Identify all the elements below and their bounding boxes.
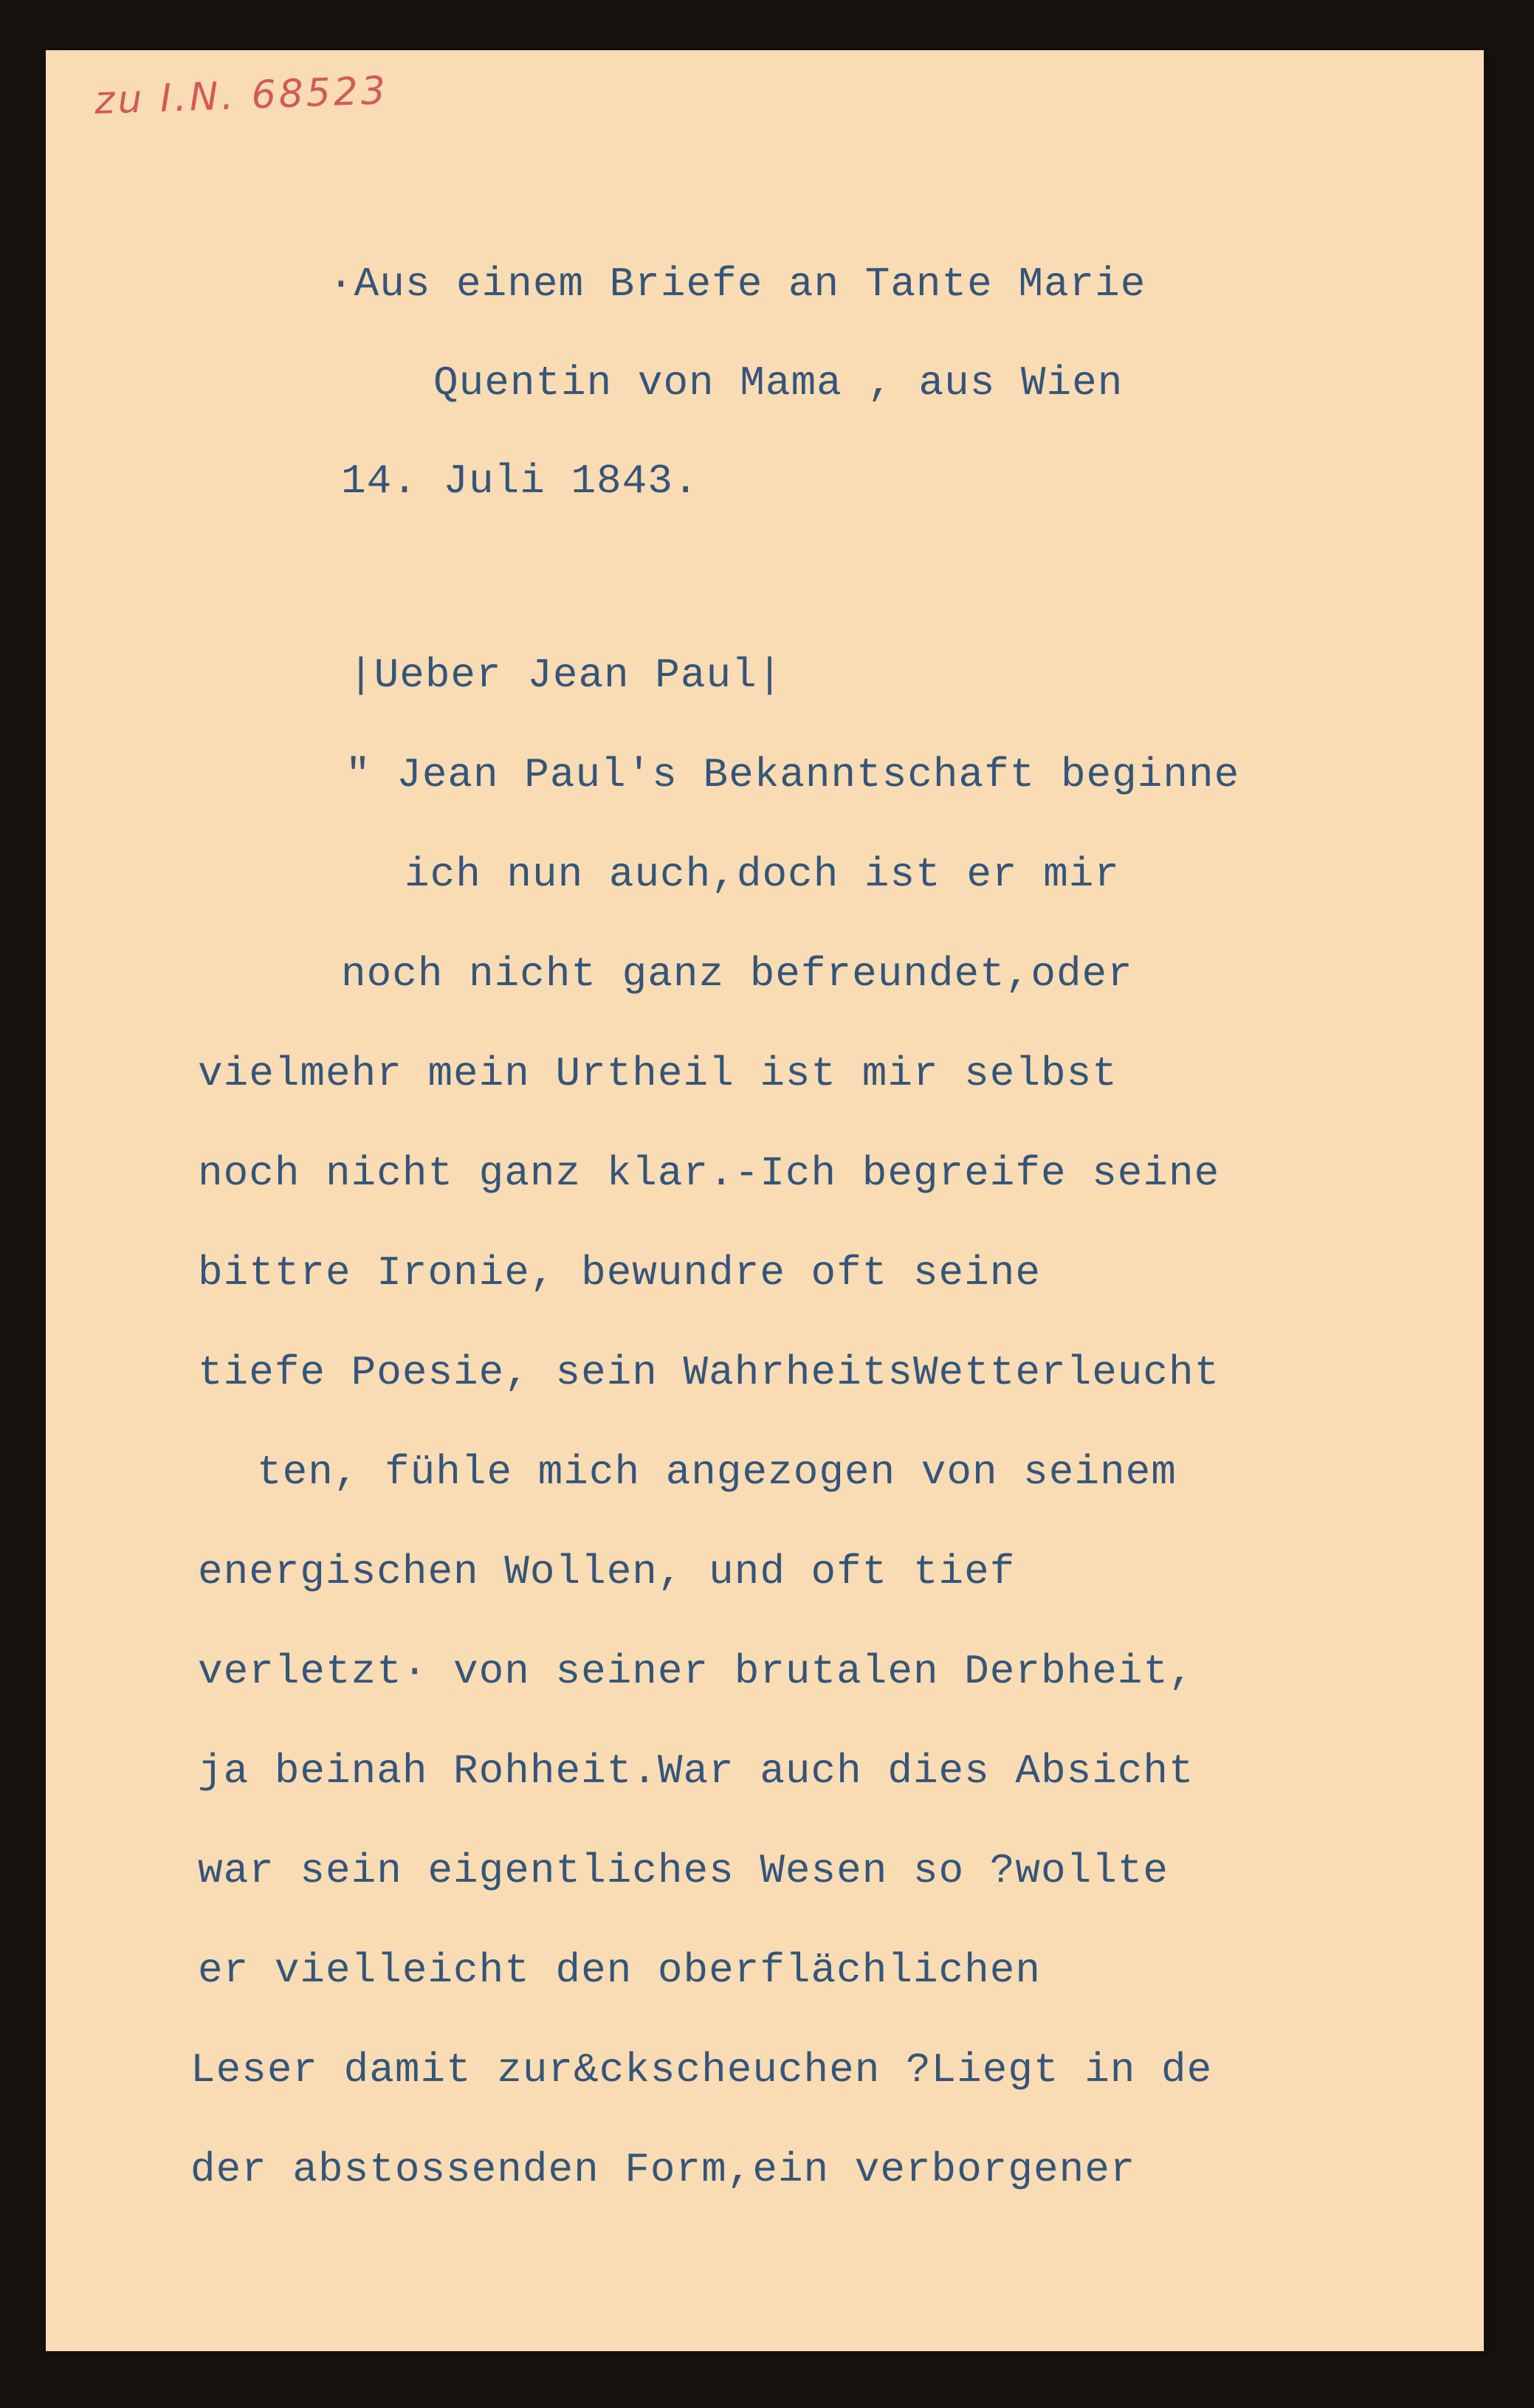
body-line: tiefe Poesie, sein WahrheitsWetterleucht — [198, 1349, 1220, 1396]
body-line: energischen Wollen, und oft tief — [198, 1548, 1016, 1595]
archive-reference-note: zu I.N. 68523 — [94, 69, 389, 123]
body-line: ten, fühle mich angezogen von seinem — [257, 1449, 1177, 1496]
body-line: war sein eigentliches Wesen so ?wollte — [198, 1847, 1169, 1894]
body-line: bittre Ironie, bewundre oft seine — [198, 1249, 1041, 1297]
body-line: ich nun auch,doch ist er mir — [405, 851, 1120, 898]
body-line: verletzt· von seiner brutalen Derbheit, — [198, 1648, 1194, 1695]
body-line: " Jean Paul's Bekanntschaft beginne — [345, 751, 1240, 798]
body-line: er vielleicht den oberflächlichen — [198, 1947, 1041, 1994]
body-line: noch nicht ganz befreundet,oder — [341, 951, 1133, 998]
heading-line-3: 14. Juli 1843. — [341, 458, 699, 505]
body-line: Leser damit zur&ckscheuchen ?Liegt in de — [190, 2046, 1213, 2094]
heading-line-1: ·Aus einem Briefe an Tante Marie — [329, 261, 1146, 308]
body-line: der abstossenden Form,ein verborgener — [190, 2146, 1136, 2193]
section-title: |Ueber Jean Paul| — [348, 652, 783, 699]
body-line: vielmehr mein Urtheil ist mir selbst — [198, 1050, 1118, 1097]
body-line: ja beinah Rohheit.War auch dies Absicht — [198, 1748, 1194, 1795]
body-line: noch nicht ganz klar.-Ich begreife seine — [198, 1150, 1220, 1197]
heading-line-2: Quentin von Mama , aus Wien — [433, 359, 1124, 407]
